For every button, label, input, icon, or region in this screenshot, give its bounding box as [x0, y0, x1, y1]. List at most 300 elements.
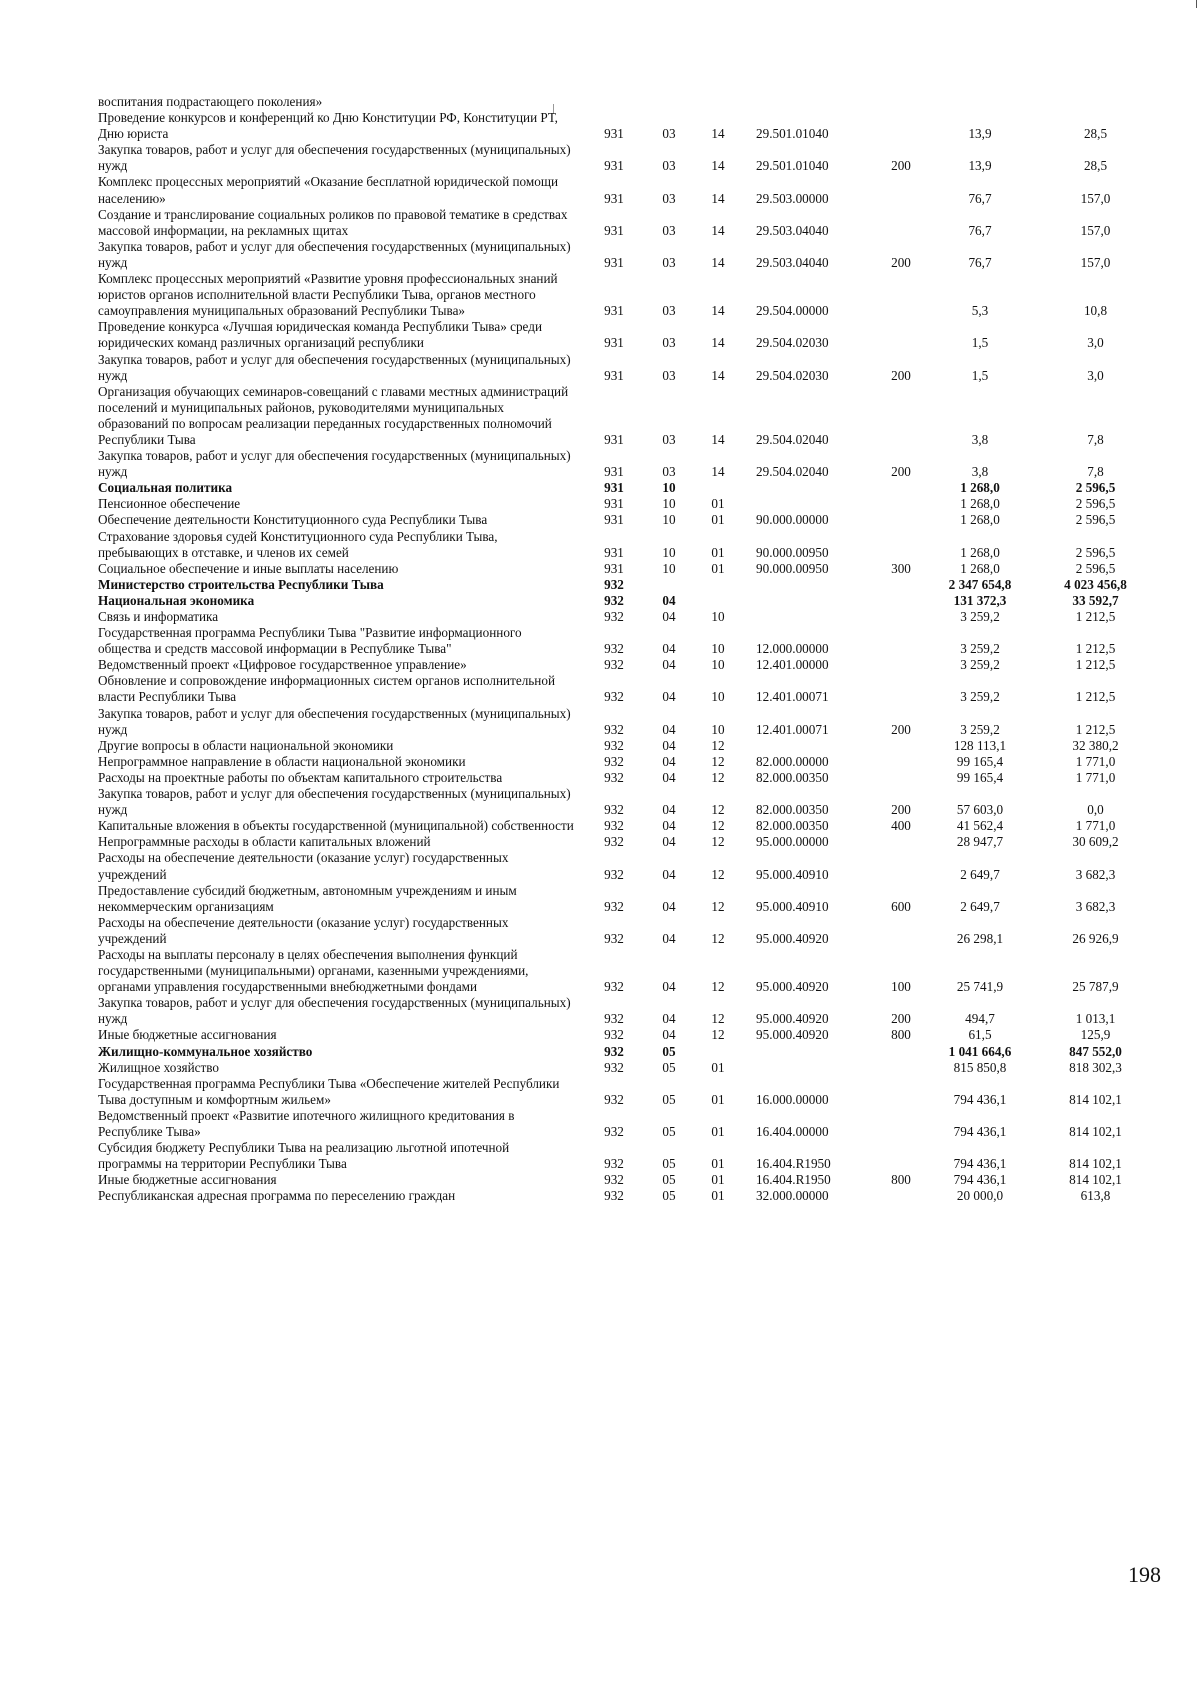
- row-name: Проведение конкурса «Лучшая юридическая команда Республики Тыва» среди юридических команд различных организаций республики: [98, 319, 542, 351]
- row-name: воспитания подрастающего поколения»: [98, 94, 323, 109]
- row-code-target: 95.000.40920: [756, 930, 829, 946]
- table-row: [98, 1108, 1152, 1140]
- row-name: Ведомственный проект «Развитие ипотечного жилищного кредитования в Республике Тыва»: [98, 1107, 515, 1139]
- table-row: [98, 883, 1152, 915]
- row-amount-year-1: 13,9: [968, 158, 992, 174]
- row-name: Связь и информатика: [98, 609, 219, 624]
- row-code-ministry: 932: [604, 753, 624, 769]
- row-code-section: 03: [662, 158, 676, 174]
- row-code-target: 12.401.00071: [756, 689, 829, 705]
- row-code-ministry: 931: [604, 560, 624, 576]
- table-row: [98, 657, 1152, 673]
- row-amount-year-1: 28 947,7: [956, 834, 1004, 850]
- row-code-section: 03: [662, 367, 676, 383]
- row-name: Капитальные вложения в объекты государственной (муниципальной) собственности: [98, 818, 574, 834]
- row-amount-year-2: 28,5: [1083, 126, 1108, 142]
- row-code-section: 03: [662, 126, 676, 142]
- row-code-subsection: 01: [711, 1059, 725, 1075]
- row-code-target: 90.000.00950: [756, 560, 829, 576]
- row-code-ministry: 931: [604, 512, 624, 528]
- row-code-section: 04: [662, 721, 676, 737]
- row-name: Субсидия бюджету Республики Тыва на реализацию льготной ипотечной программы на территории Республики Тыва: [98, 1140, 510, 1172]
- row-amount-year-2: 30 609,2: [1072, 834, 1119, 850]
- row-code-expense-type: [881, 512, 921, 528]
- row-code-expense-type: [881, 207, 921, 239]
- row-amount-year-2: [1039, 94, 1152, 110]
- row-amount-year-1: 3 259,2: [960, 721, 1000, 737]
- row-amount-year-1: 3,8: [971, 464, 989, 480]
- row-amount-year-1: 494,7: [965, 1011, 995, 1027]
- row-name: Непрограммные расходы в области капитальных вложений: [98, 834, 431, 850]
- row-name: Государственная программа Республики Тыва «Обеспечение жителей Республики Тыва доступным и комфортным жильем»: [98, 1075, 560, 1107]
- row-name: Комплекс процессных мероприятий «Оказание бесплатной юридической помощи населению»: [98, 174, 559, 206]
- row-code-target: 29.503.00000: [756, 190, 829, 206]
- row-code-section: 10: [662, 480, 676, 496]
- row-code-section: 10: [662, 544, 676, 560]
- row-code-expense-type: 800: [891, 1027, 911, 1043]
- row-name: Закупка товаров, работ и услуг для обеспечения государственных (муниципальных) нужд: [98, 142, 571, 174]
- row-code-target: 16.404.R1950: [756, 1172, 831, 1188]
- row-amount-year-1: 3 259,2: [960, 641, 1000, 657]
- row-code-ministry: 932: [604, 592, 624, 608]
- row-amount-year-2: 3,0: [1087, 367, 1104, 383]
- row-code-target: 29.501.01040: [756, 126, 829, 142]
- row-amount-year-1: 1,5: [971, 335, 989, 351]
- row-name: Предоставление субсидий бюджетным, автономным учреждениям и иным некоммерческим организациям: [98, 882, 517, 914]
- row-code-section: 05: [662, 1091, 676, 1107]
- row-code-ministry: 931: [604, 480, 624, 496]
- row-amount-year-1: 128 113,1: [953, 737, 1007, 753]
- row-code-expense-type: 200: [891, 464, 911, 480]
- table-row: [98, 319, 1152, 351]
- row-amount-year-2: 3 682,3: [1075, 898, 1116, 914]
- table-row: [98, 995, 1152, 1027]
- row-amount-year-2: 125,9: [1080, 1027, 1111, 1043]
- row-code-subsection: 10: [711, 689, 725, 705]
- row-code-ministry: 931: [604, 126, 624, 142]
- row-amount-year-2: 1 771,0: [1075, 818, 1116, 834]
- row-code-subsection: 14: [711, 367, 725, 383]
- row-code-ministry: 932: [604, 769, 624, 785]
- row-code-expense-type: 200: [891, 721, 911, 737]
- row-code-ministry: 932: [604, 1172, 624, 1188]
- row-code-section: 04: [662, 592, 676, 608]
- row-code-ministry: 932: [604, 898, 624, 914]
- row-code-expense-type: [881, 657, 921, 673]
- row-amount-year-1: 13,9: [968, 126, 992, 142]
- row-amount-year-2: 3 682,3: [1075, 866, 1116, 882]
- row-code-subsection: 12: [711, 737, 725, 753]
- row-amount-year-2: 1 771,0: [1075, 753, 1116, 769]
- row-name: Закупка товаров, работ и услуг для обеспечения государственных (муниципальных) нужд: [98, 351, 571, 383]
- row-code-subsection: 14: [711, 431, 725, 447]
- row-code-section: 03: [662, 335, 676, 351]
- row-amount-year-1: 41 562,4: [956, 818, 1004, 834]
- row-amount-year-2: 814 102,1: [1069, 1172, 1122, 1188]
- row-code-subsection: [694, 593, 742, 609]
- row-code-expense-type: 200: [891, 367, 911, 383]
- table-row: [98, 1140, 1152, 1172]
- row-amount-year-1: 57 603,0: [956, 802, 1004, 818]
- row-code-target: [742, 1060, 881, 1076]
- row-amount-year-2: 1 013,1: [1075, 1011, 1116, 1027]
- table-row: [98, 770, 1152, 786]
- row-code-ministry: 932: [604, 1091, 624, 1107]
- row-amount-year-1: 61,5: [968, 1027, 992, 1043]
- row-amount-year-2: 847 552,0: [1069, 1043, 1122, 1059]
- row-code-section: 04: [662, 979, 676, 995]
- row-name: Расходы на обеспечение деятельности (оказание услуг) государственных учреждений: [98, 850, 509, 882]
- row-code-section: 05: [662, 1172, 676, 1188]
- row-amount-year-2: 1 212,5: [1075, 657, 1116, 673]
- row-code-section: 03: [662, 431, 676, 447]
- row-name: Пенсионное обеспечение: [98, 496, 241, 512]
- table-row: [98, 384, 1152, 448]
- table-row: [98, 947, 1152, 995]
- row-code-expense-type: [881, 529, 921, 561]
- row-amount-year-2: 3,0: [1087, 335, 1104, 351]
- row-code-ministry: 931: [604, 158, 624, 174]
- table-row: [98, 625, 1152, 657]
- row-code-subsection: 14: [711, 222, 725, 238]
- row-code-subsection: 01: [711, 560, 725, 576]
- table-row: [98, 174, 1152, 206]
- row-code-ministry: 932: [604, 576, 624, 592]
- row-code-target: 29.501.01040: [756, 158, 829, 174]
- row-amount-year-2: 25 787,9: [1072, 979, 1119, 995]
- row-code-subsection: [694, 1044, 742, 1060]
- row-code-section: 03: [662, 190, 676, 206]
- row-amount-year-1: 99 165,4: [956, 753, 1004, 769]
- row-amount-year-1: 1 268,0: [960, 544, 1000, 560]
- row-code-expense-type: 200: [891, 158, 911, 174]
- row-code-target: 29.504.00000: [756, 303, 829, 319]
- row-code-target: [742, 496, 881, 512]
- table-row: [98, 94, 1152, 110]
- row-code-ministry: 932: [604, 1043, 624, 1059]
- row-code-section: 05: [662, 1156, 676, 1172]
- row-name: Национальная экономика: [98, 592, 255, 608]
- row-code-subsection: 01: [711, 1156, 725, 1172]
- row-code-section: 04: [662, 657, 676, 673]
- row-code-target: 82.000.00350: [756, 769, 829, 785]
- row-code-ministry: 932: [604, 979, 624, 995]
- row-code-section: 05: [662, 1188, 676, 1204]
- row-amount-year-2: 1 212,5: [1075, 721, 1116, 737]
- row-name: Другие вопросы в области национальной экономики: [98, 737, 394, 753]
- row-amount-year-1: 794 436,1: [953, 1172, 1007, 1188]
- row-code-target: 82.000.00350: [756, 802, 829, 818]
- row-code-section: 04: [662, 834, 676, 850]
- row-amount-year-1: 3 259,2: [960, 609, 1000, 624]
- row-name: Социальная политика: [98, 480, 233, 496]
- row-code-subsection: 10: [711, 641, 725, 657]
- row-code-subsection: 14: [711, 464, 725, 480]
- row-code-subsection: 12: [711, 1027, 725, 1043]
- row-name: Закупка товаров, работ и услуг для обеспечения государственных (муниципальных) нужд: [98, 995, 571, 1027]
- table-row: [98, 239, 1152, 271]
- row-name: Комплекс процессных мероприятий «Развитие уровня профессиональных знаний юристов органов исполнительной власти Республики Тыва, органов местного самоуправления муниципальных образований Республики Тыва»: [98, 271, 558, 319]
- row-name: Обеспечение деятельности Конституционного суда Республики Тыва: [98, 512, 488, 528]
- table-row: [98, 609, 1152, 625]
- row-name: Закупка товаров, работ и услуг для обеспечения государственных (муниципальных) нужд: [98, 786, 571, 818]
- row-code-ministry: 932: [604, 657, 624, 673]
- row-code-expense-type: [881, 1140, 921, 1172]
- row-code-ministry: [584, 94, 644, 110]
- row-code-ministry: 931: [604, 190, 624, 206]
- row-code-ministry: 932: [604, 721, 624, 737]
- row-code-ministry: 931: [604, 367, 624, 383]
- row-amount-year-2: 33 592,7: [1072, 592, 1119, 608]
- row-amount-year-1: 794 436,1: [953, 1156, 1007, 1172]
- row-amount-year-1: 131 372,3: [953, 592, 1007, 608]
- row-code-target: 95.000.40910: [756, 866, 829, 882]
- table-row: [98, 1044, 1152, 1060]
- row-code-expense-type: [881, 738, 921, 754]
- row-code-subsection: 12: [711, 866, 725, 882]
- row-code-target: 95.000.40920: [756, 979, 829, 995]
- row-amount-year-2: 2 596,5: [1075, 496, 1116, 512]
- table-row: [98, 448, 1152, 480]
- row-code-target: 12.401.00071: [756, 721, 829, 737]
- table-row: [98, 496, 1152, 512]
- row-code-expense-type: [881, 593, 921, 609]
- row-code-target: 29.504.02040: [756, 464, 829, 480]
- row-code-ministry: 932: [604, 834, 624, 850]
- table-row: [98, 271, 1152, 319]
- row-name: Закупка товаров, работ и услуг для обеспечения государственных (муниципальных) нужд: [98, 238, 571, 270]
- table-row: [98, 1172, 1152, 1188]
- row-code-section: 05: [662, 1059, 676, 1075]
- row-code-ministry: 932: [604, 1156, 624, 1172]
- row-code-section: 03: [662, 303, 676, 319]
- row-code-target: 95.000.40910: [756, 898, 829, 914]
- row-code-target: 29.504.02030: [756, 335, 829, 351]
- row-code-ministry: 931: [604, 303, 624, 319]
- row-code-ministry: 932: [604, 866, 624, 882]
- table-row: [98, 480, 1152, 496]
- row-code-subsection: 01: [711, 1172, 725, 1188]
- row-amount-year-1: 26 298,1: [956, 930, 1004, 946]
- table-row: [98, 142, 1152, 174]
- row-amount-year-1: 1 268,0: [960, 560, 1000, 576]
- row-code-section: [644, 94, 694, 110]
- row-code-subsection: 12: [711, 1011, 725, 1027]
- row-code-subsection: 01: [711, 512, 725, 528]
- row-amount-year-1: 3 259,2: [960, 689, 1000, 705]
- row-amount-year-2: 157,0: [1080, 190, 1111, 206]
- row-amount-year-2: 10,8: [1083, 303, 1108, 319]
- row-code-subsection: 12: [711, 898, 725, 914]
- row-code-ministry: 932: [604, 737, 624, 753]
- row-code-subsection: 12: [711, 753, 725, 769]
- row-code-expense-type: [881, 673, 921, 705]
- row-code-target: 29.503.04040: [756, 222, 829, 238]
- row-code-subsection: 12: [711, 818, 725, 834]
- row-code-subsection: 10: [711, 609, 725, 624]
- row-amount-year-2: 2 596,5: [1075, 480, 1116, 496]
- row-name: Обновление и сопровождение информационных систем органов исполнительной власти Республики Тыва: [98, 673, 556, 705]
- row-name: Республиканская адресная программа по переселению граждан: [98, 1188, 456, 1204]
- row-code-target: [742, 1044, 881, 1060]
- row-amount-year-2: 4 023 456,8: [1064, 576, 1127, 592]
- row-code-ministry: 931: [604, 464, 624, 480]
- row-amount-year-1: 20 000,0: [956, 1188, 1004, 1204]
- row-code-target: 95.000.00000: [756, 834, 829, 850]
- row-code-expense-type: 600: [891, 898, 911, 914]
- row-code-subsection: 14: [711, 190, 725, 206]
- row-code-section: [644, 577, 694, 593]
- row-code-section: 04: [662, 769, 676, 785]
- row-code-section: 03: [662, 254, 676, 270]
- row-code-section: 05: [662, 1124, 676, 1139]
- row-amount-year-1: 815 850,8: [953, 1059, 1007, 1075]
- row-amount-year-1: 2 347 654,8: [948, 576, 1012, 592]
- row-code-target: 29.504.02030: [756, 367, 829, 383]
- row-code-expense-type: 300: [891, 560, 911, 576]
- row-code-section: 04: [662, 1011, 676, 1027]
- row-code-subsection: 01: [711, 1091, 725, 1107]
- row-code-expense-type: 200: [891, 1011, 911, 1027]
- row-code-target: 29.503.04040: [756, 254, 829, 270]
- row-name: Создание и транслирование социальных роликов по правовой тематике в средствах массовой информации, на рекламных щитах: [98, 206, 568, 238]
- table-row: [98, 512, 1152, 528]
- row-code-ministry: 932: [604, 1188, 624, 1204]
- row-amount-year-2: 7,8: [1087, 464, 1104, 480]
- row-code-subsection: [694, 94, 742, 110]
- row-code-target: 82.000.00000: [756, 753, 829, 769]
- row-code-target: 32.000.00000: [756, 1188, 829, 1204]
- row-code-subsection: 14: [711, 158, 725, 174]
- row-code-ministry: 932: [604, 641, 624, 657]
- row-name: Иные бюджетные ассигнования: [98, 1027, 277, 1043]
- row-name: Закупка товаров, работ и услуг для обеспечения государственных (муниципальных) нужд: [98, 705, 571, 737]
- row-code-ministry: 931: [604, 335, 624, 351]
- table-row: [98, 754, 1152, 770]
- row-code-section: 04: [662, 609, 676, 624]
- row-code-expense-type: [881, 834, 921, 850]
- row-name: Иные бюджетные ассигнования: [98, 1172, 277, 1188]
- row-code-subsection: 14: [711, 126, 725, 142]
- row-code-section: 04: [662, 641, 676, 657]
- row-code-subsection: 14: [711, 254, 725, 270]
- row-code-subsection: 12: [711, 834, 725, 850]
- row-code-expense-type: [881, 770, 921, 786]
- row-code-expense-type: [881, 94, 921, 110]
- row-code-target: [742, 738, 881, 754]
- row-code-ministry: 932: [604, 609, 624, 624]
- row-code-subsection: 12: [711, 802, 725, 818]
- row-code-expense-type: [881, 480, 921, 496]
- row-amount-year-2: 818 302,3: [1069, 1059, 1122, 1075]
- row-amount-year-2: 28,5: [1083, 158, 1108, 174]
- row-code-subsection: 10: [711, 721, 725, 737]
- row-code-section: 04: [662, 930, 676, 946]
- row-code-ministry: 932: [604, 930, 624, 946]
- row-code-ministry: 931: [604, 254, 624, 270]
- row-name: Страхование здоровья судей Конституционного суда Республики Тыва, пребывающих в отставке, и членов их семей: [98, 528, 498, 560]
- row-code-expense-type: [881, 1044, 921, 1060]
- row-amount-year-2: 157,0: [1080, 222, 1111, 238]
- table-row: [98, 110, 1152, 142]
- row-name: Жилищное хозяйство: [98, 1059, 219, 1075]
- row-amount-year-1: 2 649,7: [960, 898, 1000, 914]
- row-code-target: [742, 593, 881, 609]
- row-name: Закупка товаров, работ и услуг для обеспечения государственных (муниципальных) нужд: [98, 448, 571, 480]
- row-name: Непрограммное направление в области национальной экономики: [98, 753, 466, 769]
- row-code-ministry: 931: [604, 431, 624, 447]
- row-code-section: 04: [662, 753, 676, 769]
- row-code-target: 95.000.40920: [756, 1011, 829, 1027]
- row-code-ministry: 932: [604, 1011, 624, 1027]
- row-code-subsection: 14: [711, 335, 725, 351]
- row-amount-year-2: 1 212,5: [1075, 609, 1116, 624]
- table-row: [98, 577, 1152, 593]
- row-code-ministry: 932: [604, 1059, 624, 1075]
- row-amount-year-2: 26 926,9: [1072, 930, 1119, 946]
- row-amount-year-1: 25 741,9: [956, 979, 1004, 995]
- row-code-subsection: 10: [711, 657, 725, 673]
- row-code-ministry: 932: [604, 818, 624, 834]
- row-code-ministry: 932: [604, 689, 624, 705]
- row-code-section: 04: [662, 818, 676, 834]
- row-amount-year-1: 76,7: [968, 190, 992, 206]
- row-code-section: 03: [662, 464, 676, 480]
- row-name: Расходы на проектные работы по объектам капитального строительства: [98, 769, 503, 785]
- row-code-expense-type: [881, 850, 921, 882]
- row-code-ministry: 931: [604, 222, 624, 238]
- row-amount-year-2: 7,8: [1087, 431, 1104, 447]
- row-code-subsection: [694, 577, 742, 593]
- row-code-expense-type: [881, 915, 921, 947]
- row-code-expense-type: 200: [891, 254, 911, 270]
- row-code-expense-type: 400: [891, 818, 911, 834]
- row-amount-year-2: 1 212,5: [1075, 641, 1116, 657]
- row-name: Социальное обеспечение и иные выплаты населению: [98, 560, 399, 576]
- row-code-subsection: [694, 480, 742, 496]
- table-row: [98, 834, 1152, 850]
- row-code-target: [742, 577, 881, 593]
- budget-table: [98, 94, 1152, 1204]
- table-row: [98, 738, 1152, 754]
- page-number: 198: [1128, 1562, 1161, 1587]
- row-code-target: 16.000.00000: [756, 1091, 829, 1107]
- row-code-subsection: 01: [711, 496, 725, 512]
- row-code-target: 12.000.00000: [756, 641, 829, 657]
- table-row: [98, 352, 1152, 384]
- row-amount-year-2: 0,0: [1087, 802, 1104, 818]
- row-code-target: 29.504.02040: [756, 431, 829, 447]
- row-name: Расходы на обеспечение деятельности (оказание услуг) государственных учреждений: [98, 914, 509, 946]
- row-code-expense-type: [881, 319, 921, 351]
- row-code-section: 04: [662, 737, 676, 753]
- row-code-target: 95.000.40920: [756, 1027, 829, 1043]
- row-amount-year-1: 794 436,1: [953, 1124, 1007, 1139]
- row-amount-year-1: 2 649,7: [960, 866, 1000, 882]
- row-code-target: 16.404.R1950: [756, 1156, 831, 1172]
- row-code-expense-type: [881, 174, 921, 206]
- row-code-subsection: 01: [711, 1124, 725, 1139]
- row-code-expense-type: [881, 1188, 921, 1204]
- scan-corner-mark: [1196, 0, 1197, 8]
- row-amount-year-1: 1,5: [971, 367, 989, 383]
- row-amount-year-2: 1 771,0: [1075, 769, 1116, 785]
- row-amount-year-2: 1 212,5: [1075, 689, 1116, 705]
- row-code-target: [742, 94, 881, 110]
- row-code-expense-type: 100: [891, 979, 911, 995]
- row-code-expense-type: [881, 577, 921, 593]
- row-code-expense-type: [881, 1108, 921, 1140]
